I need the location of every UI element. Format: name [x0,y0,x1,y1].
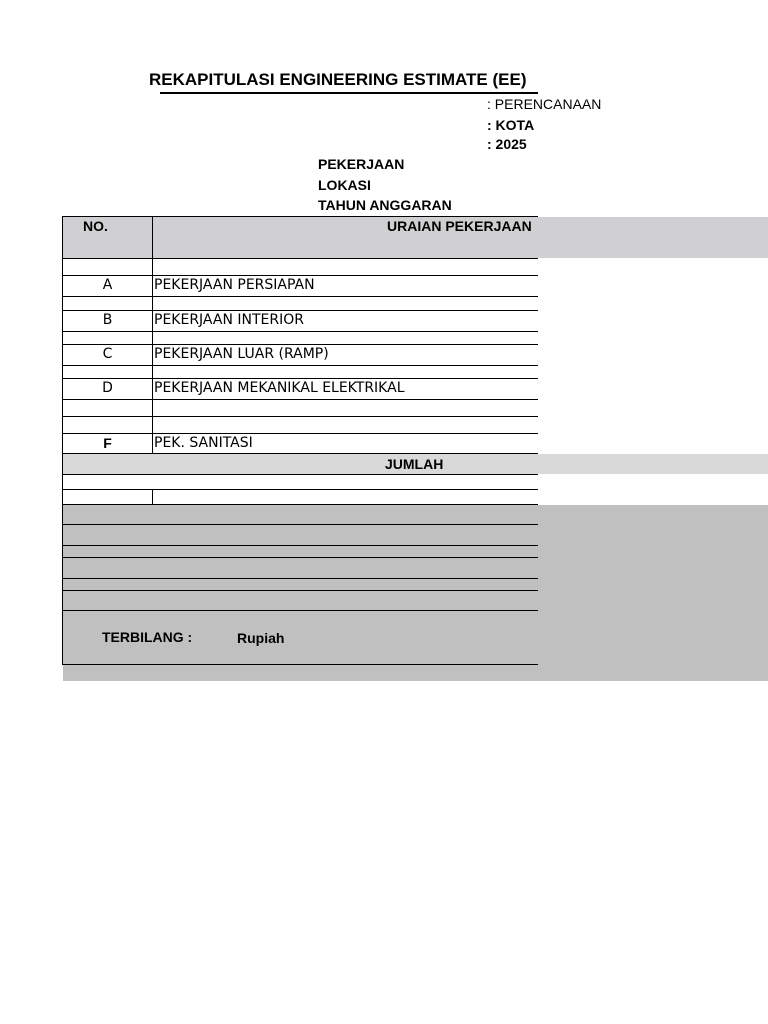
grid-line [62,590,538,591]
grid-line [62,296,538,297]
meta-label-pekerjaan: PEKERJAAN [318,156,405,172]
terbilang-label: TERBILANG : [102,629,193,645]
grid-line [62,258,538,259]
grid-line [62,453,538,454]
total-label: JUMLAH [385,456,444,472]
grid-line [62,524,538,525]
grid-line [62,416,538,417]
grid-line [62,474,538,475]
header-no: NO. [83,218,108,234]
row-f-uraian: PEK. SANITASI [154,435,253,451]
row-f-no: F [103,435,112,451]
grid-line-col-divider [152,216,153,454]
grid-line-col-divider [152,489,153,505]
grid-line [62,610,538,611]
grid-line [62,504,538,505]
row-d-uraian: PEKERJAAN MEKANIKAL ELEKTRIKAL [154,380,405,396]
grid-line [62,378,538,379]
grid-line [62,344,538,345]
header-uraian: URAIAN PEKERJAAN [387,218,532,234]
row-a-uraian: PEKERJAAN PERSIAPAN [154,277,315,293]
grid-line [62,331,538,332]
grid-line [62,399,538,400]
grid-line [62,664,538,665]
row-c-uraian: PEKERJAAN LUAR (RAMP) [154,346,329,362]
grid-line [62,365,538,366]
meta-value-perencanaan: : PERENCANAAN [487,96,602,112]
terbilang-unit: Rupiah [237,630,285,646]
grid-line [62,275,538,276]
meta-label-tahun-anggaran: TAHUN ANGGARAN [318,197,452,213]
row-b-uraian: PEKERJAAN INTERIOR [154,312,304,328]
grid-line [62,545,538,546]
meta-value-lokasi: : KOTA [487,117,535,133]
grid-line [62,310,538,311]
title-underline [160,92,538,94]
footer-band [63,505,768,681]
row-a-no: A [102,277,113,293]
document-title: REKAPITULASI ENGINEERING ESTIMATE (EE) [149,70,527,89]
grid-line [62,557,538,558]
grid-line [62,489,538,490]
grid-line [62,433,538,434]
row-b-no: B [102,312,113,328]
grid-line [62,578,538,579]
meta-value-tahun: : 2025 [487,136,527,152]
meta-label-lokasi: LOKASI [318,177,371,193]
row-c-no: C [102,346,113,362]
row-d-no: D [102,380,113,396]
grid-line [62,216,538,217]
